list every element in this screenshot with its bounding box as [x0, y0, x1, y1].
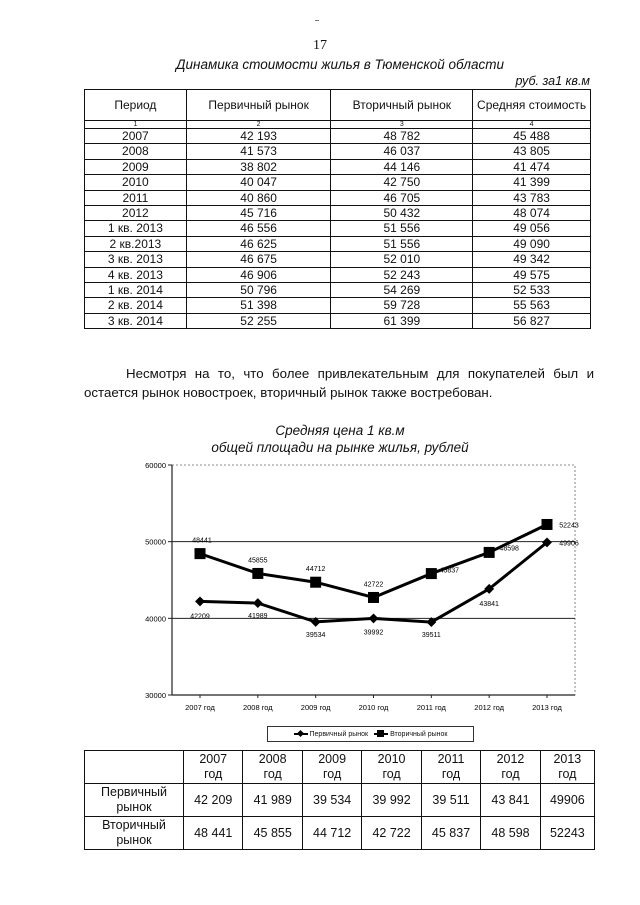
- summary-value-cell: 39 992: [362, 784, 421, 817]
- cell-secondary: 61 399: [331, 313, 473, 328]
- cell-secondary: 59 728: [331, 298, 473, 313]
- summary-row-label-text: Первичный: [101, 785, 167, 799]
- cell-average: 49 575: [473, 267, 591, 282]
- summary-year-header: [481, 751, 540, 784]
- table-row: [85, 175, 591, 190]
- summary-year-text: 2007: [199, 752, 228, 766]
- column-number-row: [85, 121, 591, 129]
- price-table-header-row: [85, 90, 591, 121]
- summary-year-header: [302, 751, 361, 784]
- cell-primary: 40 047: [186, 175, 331, 190]
- header-period: Период: [85, 90, 187, 121]
- cell-secondary: 44 146: [331, 159, 473, 174]
- x-tick-label: 2013 год: [532, 703, 562, 712]
- column-number: 1: [85, 121, 187, 129]
- data-point-secondary: [195, 548, 206, 559]
- summary-value-cell: 39 534: [302, 784, 361, 817]
- cell-primary: 41 573: [186, 144, 331, 159]
- data-label-secondary: 52243: [559, 522, 579, 530]
- data-label-primary: 42209: [190, 613, 210, 621]
- cell-average: 43 783: [473, 190, 591, 205]
- x-tick-label: 2011 год: [416, 703, 446, 712]
- table-row: [85, 129, 591, 144]
- cell-primary: 50 796: [186, 283, 331, 298]
- summary-year-text: 2012: [496, 752, 525, 766]
- cell-average: 45 488: [473, 129, 591, 144]
- summary-year-header: [184, 751, 243, 784]
- summary-value-cell: 45 837: [421, 817, 480, 850]
- cell-secondary: 46 705: [331, 190, 473, 205]
- summary-year-header: [421, 751, 480, 784]
- cell-period: 3 кв. 2013: [85, 252, 187, 267]
- cell-primary: 46 556: [186, 221, 331, 236]
- chart-title: [130, 422, 550, 456]
- summary-year-header: [243, 751, 302, 784]
- summary-value-cell: 42 209: [184, 784, 243, 817]
- legend-label-secondary: Вторичный рынок: [390, 730, 448, 738]
- cell-period: 4 кв. 2013: [85, 267, 187, 282]
- data-label-primary: 49906: [559, 540, 579, 548]
- cell-primary: 46 906: [186, 267, 331, 282]
- summary-value-cell: 52243: [540, 817, 594, 850]
- table-row: [85, 252, 591, 267]
- summary-year-text: год: [323, 767, 342, 781]
- body-paragraph: Несмотря на то, что более привлекательным для покупателей был и остается рынок новостроек, вторичный рынок также востребован.: [84, 366, 594, 400]
- data-label-secondary: 48441: [192, 537, 212, 545]
- cell-period: 2009: [85, 159, 187, 174]
- cell-primary: 38 802: [186, 159, 331, 174]
- y-tick-label: 50000: [145, 537, 166, 547]
- price-table: [84, 89, 591, 329]
- cell-secondary: 51 556: [331, 236, 473, 251]
- table-row: [85, 221, 591, 236]
- cell-secondary: 48 782: [331, 129, 473, 144]
- price-line-chart: [120, 455, 590, 725]
- summary-header-row: [85, 751, 595, 784]
- summary-year-text: 2008: [258, 752, 287, 766]
- table-row: [85, 190, 591, 205]
- legend-swatch-secondary: [374, 733, 388, 735]
- price-table-body: [85, 129, 591, 329]
- table-row: [85, 313, 591, 328]
- summary-table: [84, 750, 595, 850]
- data-label-primary: 43841: [479, 600, 499, 608]
- cell-period: 1 кв. 2014: [85, 283, 187, 298]
- x-tick-label: 2012 год: [474, 703, 505, 712]
- summary-row-label: [85, 784, 184, 817]
- table-row: [85, 267, 591, 282]
- summary-year-text: год: [501, 767, 520, 781]
- cell-period: 2012: [85, 206, 187, 221]
- cell-period: 2 кв.2013: [85, 236, 187, 251]
- header-average: Средняя стоимость: [473, 90, 591, 121]
- cell-secondary: 52 010: [331, 252, 473, 267]
- summary-year-text: год: [382, 767, 401, 781]
- header-secondary: Вторичный рынок: [331, 90, 473, 121]
- cell-average: 41 474: [473, 159, 591, 174]
- table-row: [85, 206, 591, 221]
- cell-primary: 40 860: [186, 190, 331, 205]
- table-title: Динамика стоимости жилья в Тюменской области: [176, 57, 504, 72]
- data-label-secondary: 45837: [439, 567, 460, 575]
- summary-value-cell: 43 841: [481, 784, 540, 817]
- summary-year-text: 2010: [377, 752, 406, 766]
- x-tick-label: 2009 год: [300, 703, 331, 712]
- summary-year-text: 2011: [437, 752, 465, 766]
- cell-period: 2 кв. 2014: [85, 298, 187, 313]
- data-label-primary: 39511: [421, 632, 441, 640]
- page-number: 17: [313, 38, 327, 53]
- cell-average: 56 827: [473, 313, 591, 328]
- summary-value-cell: 41 989: [243, 784, 302, 817]
- cell-average: 49 342: [473, 252, 591, 267]
- summary-value-cell: 48 598: [481, 817, 540, 850]
- summary-year-text: год: [558, 767, 577, 781]
- data-label-secondary: 42722: [363, 581, 384, 589]
- y-tick-label: 60000: [145, 461, 166, 470]
- cell-period: 3 кв. 2014: [85, 313, 187, 328]
- column-number: 3: [331, 121, 473, 129]
- summary-year-text: год: [204, 767, 223, 781]
- table-unit: руб. за1 кв.м: [515, 74, 590, 88]
- summary-corner-cell: [85, 751, 184, 784]
- data-label-primary: 39534: [305, 631, 326, 639]
- x-tick-label: 2007 год: [185, 703, 215, 712]
- data-label-secondary: 48598: [499, 545, 519, 553]
- summary-table-body: [85, 751, 595, 850]
- summary-value-cell: 39 511: [421, 784, 480, 817]
- summary-row-label-text: рынок: [116, 833, 152, 847]
- table-row: [85, 298, 591, 313]
- cell-average: 49 090: [473, 236, 591, 251]
- cell-primary: 46 625: [186, 236, 331, 251]
- legend-item-secondary: [374, 731, 447, 738]
- data-point-secondary: [484, 547, 495, 558]
- summary-year-text: год: [441, 767, 461, 781]
- cell-period: 1 кв. 2013: [85, 221, 187, 236]
- summary-row-label: [85, 817, 184, 850]
- chart-title-line-2: общей площади на рынке жилья, рублей: [211, 440, 469, 455]
- x-tick-label: 2008 год: [242, 703, 273, 712]
- summary-year-header: [540, 751, 594, 784]
- summary-year-text: 2013: [553, 752, 582, 766]
- cell-average: 43 805: [473, 144, 591, 159]
- cell-primary: 51 398: [186, 298, 331, 313]
- legend-label-primary: Первичный рынок: [309, 730, 369, 738]
- data-point-secondary: [368, 592, 379, 603]
- cell-secondary: 42 750: [331, 175, 473, 190]
- y-tick-label: 40000: [145, 614, 166, 624]
- data-label-secondary: 45855: [248, 557, 268, 565]
- cell-primary: 42 193: [186, 129, 331, 144]
- column-number: 4: [473, 121, 591, 129]
- cell-period: 2011: [85, 190, 187, 205]
- summary-row-label-text: Вторичный: [102, 818, 166, 832]
- data-label-secondary: 44712: [305, 566, 326, 574]
- scan-mark: [315, 20, 319, 21]
- summary-value-cell: 44 712: [302, 817, 361, 850]
- summary-value-cell: 45 855: [243, 817, 302, 850]
- cell-average: 49 056: [473, 221, 591, 236]
- chart-title-line-1: Средняя цена 1 кв.м: [275, 423, 405, 438]
- cell-primary: 46 675: [186, 252, 331, 267]
- data-point-secondary: [426, 568, 437, 579]
- summary-value-cell: 49906: [540, 784, 594, 817]
- cell-average: 41 399: [473, 175, 591, 190]
- cell-average: 55 563: [473, 298, 591, 313]
- data-label-primary: 39992: [363, 629, 384, 637]
- cell-secondary: 52 243: [331, 267, 473, 282]
- header-primary: Первичный рынок: [186, 90, 331, 121]
- summary-row: [85, 784, 595, 817]
- chart-legend: [267, 726, 474, 742]
- plot-area: [172, 465, 575, 695]
- table-row: [85, 159, 591, 174]
- legend-item-primary: [294, 731, 369, 738]
- legend-swatch-primary: [294, 733, 308, 735]
- data-point-secondary: [252, 568, 263, 579]
- data-point-secondary: [542, 519, 553, 530]
- table-row: [85, 236, 591, 251]
- summary-year-text: 2009: [318, 752, 347, 766]
- table-row: [85, 144, 591, 159]
- summary-value-cell: 48 441: [184, 817, 243, 850]
- y-tick-label: 30000: [145, 691, 166, 700]
- summary-row-label-text: рынок: [116, 800, 152, 814]
- cell-period: 2010: [85, 175, 187, 190]
- summary-year-header: [362, 751, 421, 784]
- table-row: [85, 283, 591, 298]
- cell-period: 2007: [85, 129, 187, 144]
- summary-year-text: год: [263, 767, 282, 781]
- column-number: 2: [186, 121, 331, 129]
- cell-average: 48 074: [473, 206, 591, 221]
- summary-value-cell: 42 722: [362, 817, 421, 850]
- x-tick-label: 2010 год: [358, 703, 389, 712]
- cell-period: 2008: [85, 144, 187, 159]
- data-point-secondary: [310, 577, 321, 588]
- cell-secondary: 51 556: [331, 221, 473, 236]
- cell-secondary: 46 037: [331, 144, 473, 159]
- summary-row: [85, 817, 595, 850]
- cell-average: 52 533: [473, 283, 591, 298]
- cell-primary: 45 716: [186, 206, 331, 221]
- cell-secondary: 50 432: [331, 206, 473, 221]
- cell-secondary: 54 269: [331, 283, 473, 298]
- cell-primary: 52 255: [186, 313, 331, 328]
- data-label-primary: 41989: [248, 613, 268, 621]
